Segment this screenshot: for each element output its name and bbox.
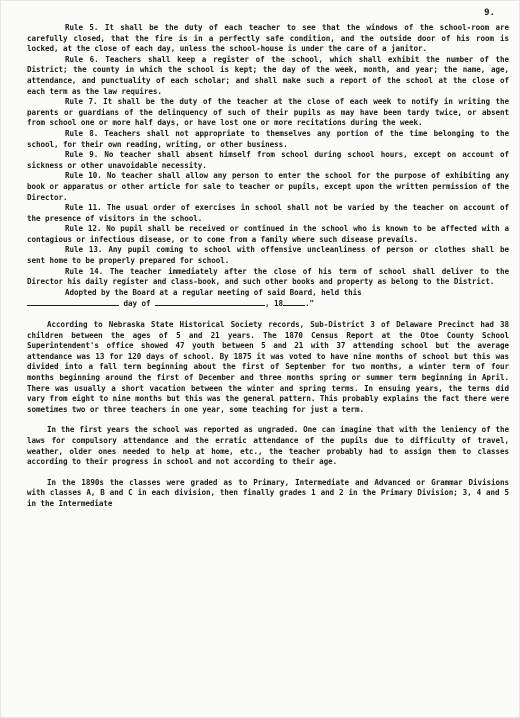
spacer	[27, 415, 509, 425]
year-prefix: , 18	[264, 299, 283, 309]
rule-8: Rule 8. Teachers shall not appropriate to themselves any portion of the time belonging to the school, for their own reading, writing, or other business.	[27, 128, 509, 149]
rule-7: Rule 7. It shall be the duty of the teacher at the close of each week to notify in writing the parents or guardians of the delinquency of such of their pupils as may have been tardy twice, or absent from school one or more half days, or have lost one or more recitations during the week.	[27, 97, 509, 128]
rule-14: Rule 14. The teacher immediately after the close of his term of school shall deliver to the Director his daily register and class-book, and such other books and property as belong to the District.	[27, 266, 509, 287]
rule-11: Rule 11. The usual order of exercises in school shall not be varied by the teacher on account of the presence of visitors in the school.	[27, 203, 509, 223]
spacer	[27, 310, 509, 320]
rule-10: Rule 10. No teacher shall allow any person to enter the school for the purpose of exhibiting any book or apparatus or other article for sale to teacher or pupils, except upon the written permission of the Director.	[27, 171, 509, 202]
blank-month	[155, 298, 265, 306]
history-paragraph-2: In the first years the school was reported as ungraded. One can imagine that with the leniency of the laws for compulsory attendance and the erratic attendance of the pupils due to difficulty of travel, weather, older ones needed to help at home, etc., the teacher probably had to assign them to classes according to their progress in school and not according to their age.	[27, 425, 509, 467]
spacer	[27, 468, 509, 478]
rule-5: Rule 5. It shall be the duty of each teacher to see that the windows of the school-room are carefully closed, that the fire is in a perfectly safe condition, and the outside door of his room is locked, at the close of each day, unless the school-house is under the care of a janitor.	[27, 23, 509, 54]
history-paragraph-3: In the 1890s the classes were graded as to Primary, Intermediate and Advanced or Grammar Divisions with classes A, B and C in each division, then finally grades 1 and 2 in the Primary Division; 3, 4 and 5 in the Intermediate	[27, 477, 509, 508]
day-of-label: day of	[123, 299, 151, 309]
blank-day	[27, 298, 119, 306]
blank-year	[283, 298, 305, 306]
adopted-date-line	[27, 298, 509, 310]
end-quote: ."	[304, 299, 314, 309]
adopted-line: Adopted by the Board at a regular meeting of said Board, held this	[65, 287, 362, 297]
page-number: 9.	[484, 8, 495, 18]
history-paragraph-1: According to Nebraska State Historical Society records, Sub-District 3 of Delaware Precinct had 38 children between the ages of 5 and 21 years. The 1870 Census Report at the Otoe County School Superintendent's office showed 47 youth between 5 and 21 with 37 attending school but the average attendance was 13 for 120 days of school. By 1875 it was voted to have nine months of school but this was divided into a fall term beginning about the first of September for two months, a winter term of four months beginning around the first of December and three months spring or summer term beginning in April. There was usually a short vacation between the winter and spring terms. In ensuing years, the terms did vary from eight to nine months but this was the general pattern. This probably explains the fact there were sometimes two or three teachers in one year, some teaching for just a term.	[27, 320, 509, 414]
page-body	[27, 23, 509, 510]
rule-9: Rule 9. No teacher shall absent himself from school during school hours, except on account of sickness or other unavoidable necessity.	[27, 150, 509, 170]
rule-12: Rule 12. No pupil shall be received or continued in the school who is known to be affected with a contagious or infectious disease, or to come from a family where such disease prevails.	[27, 224, 509, 244]
rule-13: Rule 13. Any pupil coming to school with offensive uncleanliness of person or clothes shall be sent home to be properly prepared for school.	[27, 245, 509, 266]
rule-6: Rule 6. Teachers shall keep a register of the school, which shall exhibit the number of the District; the county in which the school is kept; the day of the week, month, and year; the name, age, attendance, and punctuality of each scholar; and shall make such a report of the school at the close of each term as the law requires.	[27, 54, 509, 96]
